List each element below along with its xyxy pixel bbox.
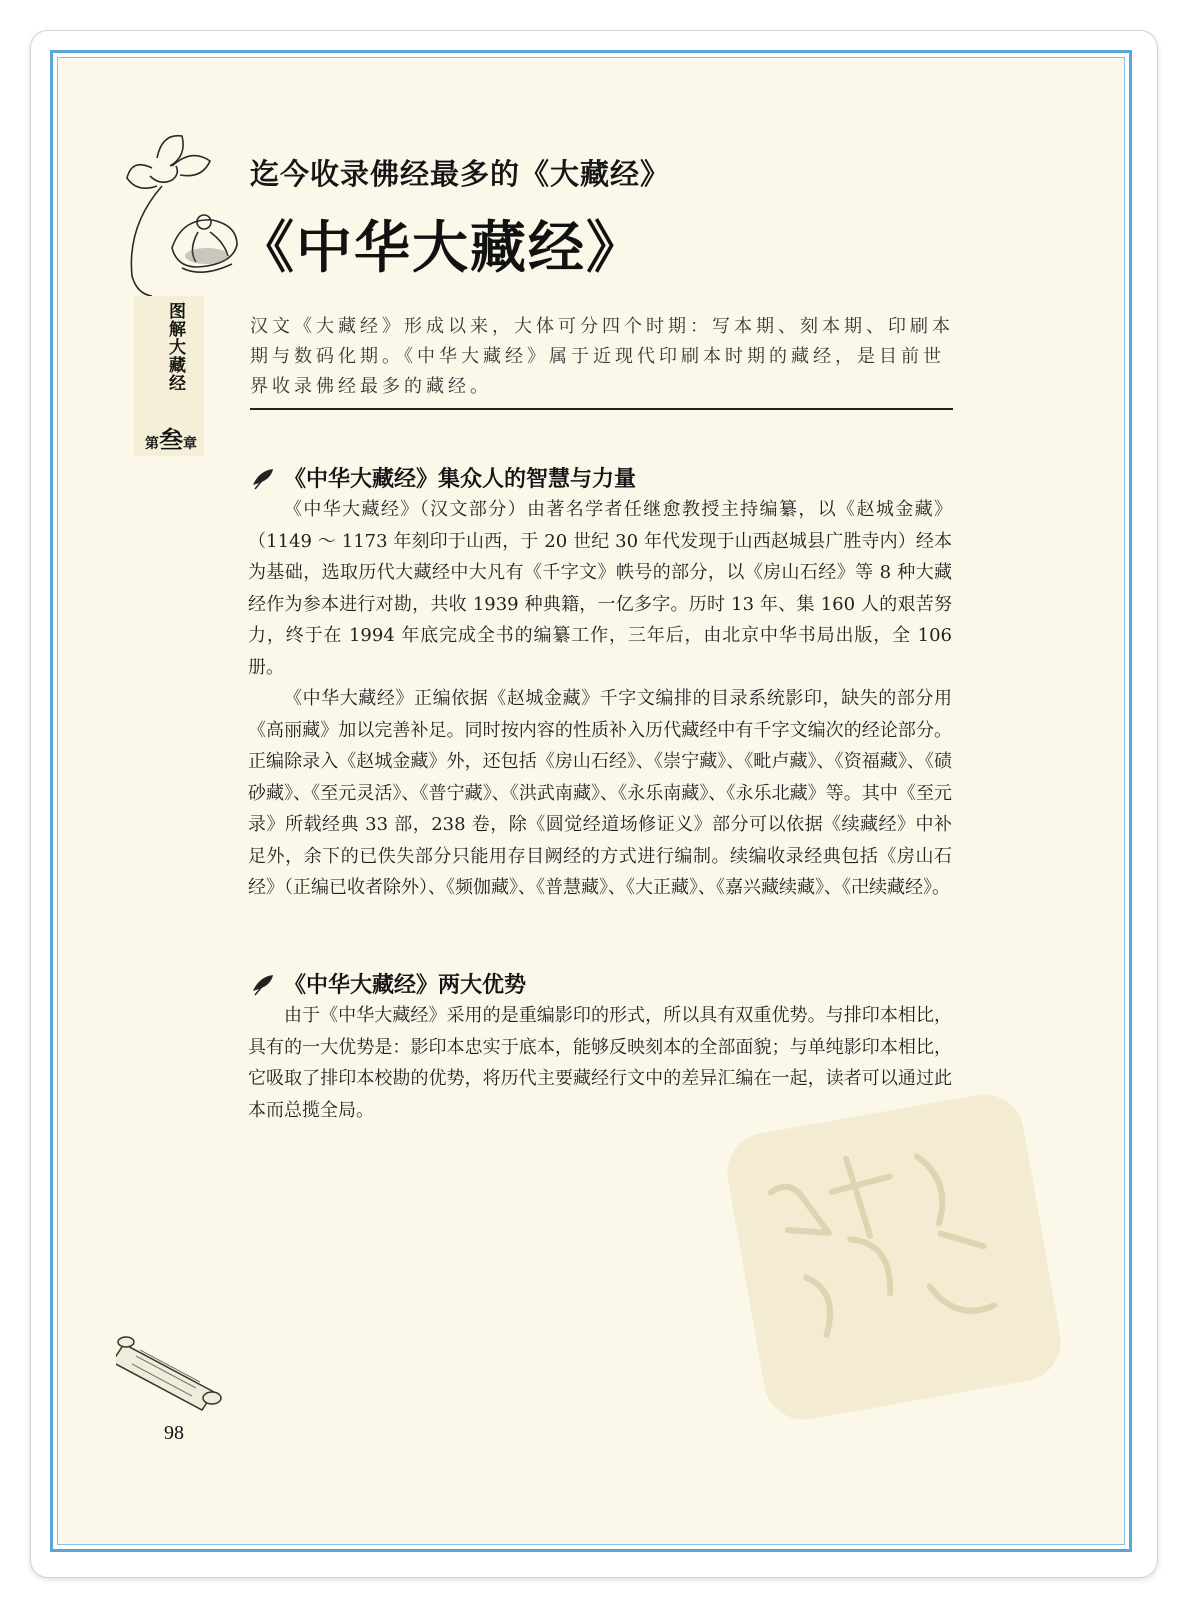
section-heading-text-2: 《中华大藏经》两大优势 <box>284 973 527 998</box>
feather-bullet-icon <box>250 971 276 997</box>
paragraph: 由于《中华大藏经》采用的是重编影印的形式，所以具有双重优势。与排印本相比，具有的一大优势是：影印本忠实于底本，能够反映刻本的全部面貌；与单纯影印本相比，它吸取了排印本校勘的优势，将历代主要藏经行文中的差异汇编在一起，读者可以通过此本而总揽全局。 <box>248 1005 952 1121</box>
section-body-2 <box>248 1000 952 1126</box>
paragraph: 《中华大藏经》正编依据《赵城金藏》千字文编排的目录系统影印，缺失的部分用《高丽藏》加以完善补足。同时按内容的性质补入历代藏经中有千字文编次的经论部分。正编除录入《赵城金藏》外，还包括《房山石经》、《崇宁藏》、《毗卢藏》、《资福藏》、《碛砂藏》、《至元灵活》、《普宁藏》、《洪武南藏》、《永乐南藏》、《永乐北藏》等。其中《至元录》所载经典 33 部，238 卷，除《圆觉经道场修证义》部分可以依据《续藏经》中补足外，余下的已佚失部分只能用存目阙经的方式进行编制。续编收录经典包括《房山石经》（正编已收者除外）、《频伽藏》、《普慧藏》、《大正藏》、《嘉兴藏续藏》、《卍续藏经》。 <box>248 688 952 898</box>
chapter-suffix: 章 <box>183 436 197 452</box>
page-title: 《中华大藏经》 <box>238 216 644 281</box>
feather-bullet-icon <box>250 465 276 491</box>
divider <box>250 408 953 410</box>
paragraph: 《中华大藏经》（汉文部分）由著名学者任继愈教授主持编纂，以《赵城金藏》（1149 ～ 1173 年刻印于山西，于 20 世纪 30 年代发现于山西赵城县广胜寺内）经本为基础，选取历代大藏经中大凡有《千字文》帙号的部分，以《房山石经》等 8 种大藏经作为参本进行对勘，共收 1939 种典籍，一亿多字。历时 13 年、集 160 人的艰苦努力，终于在 1994 年底完成全书的编纂工作，三年后，由北京中华书局出版，全 106 册。 <box>248 499 952 678</box>
section-body-1 <box>248 494 952 904</box>
book-title-vertical: 图解大藏经 <box>165 302 185 392</box>
chapter-number: 叁 <box>159 426 183 454</box>
section-heading-2 <box>250 968 526 998</box>
section-heading-text-1: 《中华大藏经》集众人的智慧与力量 <box>284 467 637 492</box>
page-number: 98 <box>164 1422 184 1444</box>
section-heading-1 <box>250 462 636 492</box>
intro-paragraph: 汉文《大藏经》形成以来，大体可分四个时期：写本期、刻本期、印刷本期与数码化期。《中华大藏经》属于近现代印刷本时期的藏经，是目前世界收录佛经最多的藏经。 <box>250 316 954 397</box>
chapter-label <box>136 420 206 455</box>
scroll-illustration-icon <box>116 1326 234 1416</box>
seal-watermark-icon <box>721 1088 1067 1426</box>
chapter-prefix: 第 <box>145 436 159 452</box>
page-subtitle: 迄今收录佛经最多的《大藏经》 <box>250 157 671 191</box>
lotus-illustration-icon <box>112 128 252 298</box>
